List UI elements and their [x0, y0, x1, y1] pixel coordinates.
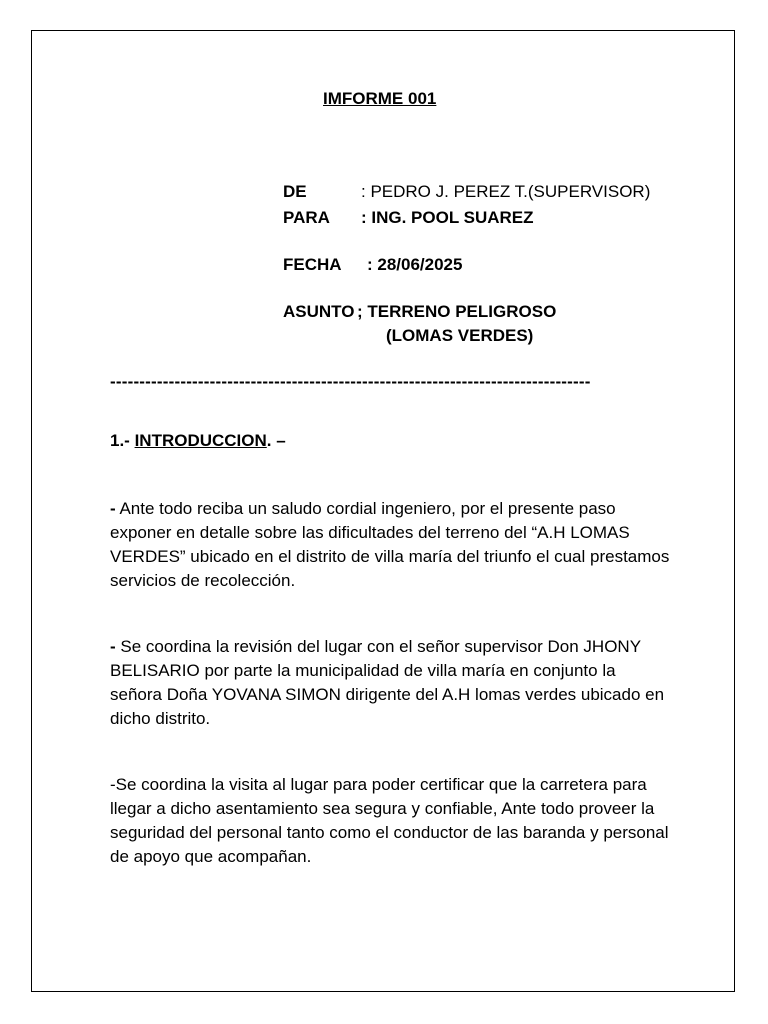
document-page — [31, 30, 735, 992]
paragraph-1 — [110, 497, 670, 593]
fecha-label: FECHA — [283, 255, 342, 274]
paragraph-3 — [110, 773, 670, 869]
header-asunto-row — [283, 302, 556, 322]
de-value: : PEDRO J. PEREZ T.(SUPERVISOR) — [361, 182, 651, 201]
section-heading — [110, 431, 286, 451]
section-number: 1.- — [110, 431, 135, 450]
de-label: DE — [283, 182, 307, 201]
document-title: IMFORME 001 — [323, 89, 437, 108]
asunto-label: ASUNTO — [283, 302, 355, 321]
paragraph-1-text: Ante todo reciba un saludo cordial ingeniero, por el presente paso exponer en detalle sobre las dificultades del terreno del “A.H LOMAS VERDES” ubicado en el distrito de villa maría del triunfo el cual prestamos servicios de recolección. — [110, 499, 670, 590]
paragraph-1-dash: - — [110, 499, 116, 518]
para-value: : ING. POOL SUAREZ — [361, 208, 534, 227]
para-label: PARA — [283, 208, 330, 227]
paragraph-2 — [110, 635, 670, 731]
header-fecha-row — [283, 255, 462, 275]
header-de-row — [283, 182, 650, 202]
fecha-value: : 28/06/2025 — [367, 255, 463, 274]
header-para-row — [283, 208, 534, 228]
section-suffix: . – — [266, 431, 286, 450]
asunto-value-line2: (LOMAS VERDES) — [386, 326, 534, 345]
paragraph-3-text: -Se coordina la visita al lugar para poder certificar que la carretera para llegar a dicho asentamiento sea segura y confiable, Ante todo proveer la seguridad del personal tanto como el conductor de las baranda y personal de apoyo que acompañan. — [110, 775, 669, 866]
paragraph-2-text: Se coordina la revisión del lugar con el señor supervisor Don JHONY BELISARIO por parte la municipalidad de villa maría en conjunto la señora Doña YOVANA SIMON dirigente del A.H lomas verdes ubicado en dicho distrito. — [110, 637, 665, 728]
section-title: INTRODUCCION — [134, 431, 267, 450]
asunto-value: ; TERRENO PELIGROSO — [357, 302, 557, 321]
paragraph-2-dash: - — [110, 637, 116, 656]
divider-line: ---------------------------------------------------------------------------------- — [110, 372, 591, 391]
